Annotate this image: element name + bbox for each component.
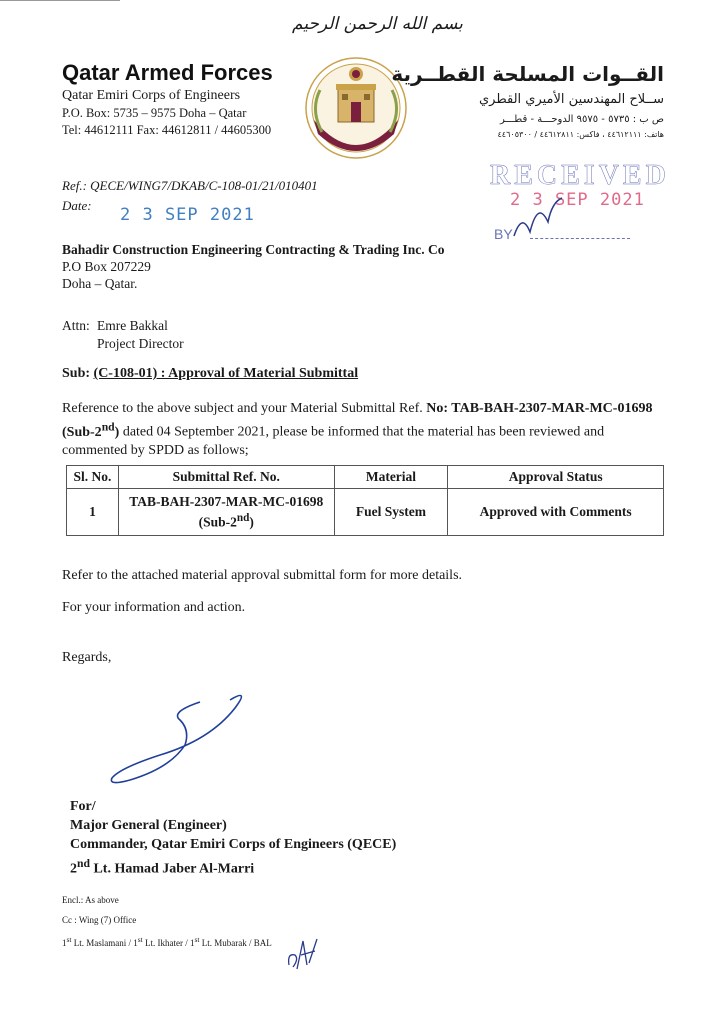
cell-ref-sub: (Sub-2 xyxy=(198,514,237,530)
received-stamp-date: 2 3 SEP 2021 xyxy=(510,190,645,210)
dist-part: Lt. Mubarak / BAL xyxy=(199,938,272,948)
handwritten-signature xyxy=(90,690,260,790)
header-material: Material xyxy=(334,466,448,489)
signoff-name-text: Lt. Hamad Jaber Al-Marri xyxy=(89,861,255,877)
subject-text: (C-108-01) : Approval of Material Submittal xyxy=(93,366,359,381)
info-line: For your information and action. xyxy=(62,600,246,615)
received-stamp-word: RECEIVED xyxy=(490,160,670,191)
signoff-rank: Major General (Engineer) xyxy=(70,818,227,833)
submittal-table xyxy=(66,465,664,536)
dist-part: Lt. Maslamani / 1 xyxy=(71,938,138,948)
para-submittal-ref: No: TAB-BAH-2307-MAR-MC-01698 (Sub-2 xyxy=(62,401,653,440)
header-submittal-ref: Submittal Ref. No. xyxy=(118,466,334,489)
cell-ref-main: TAB-BAH-2307-MAR-MC-01698 xyxy=(129,494,324,510)
letter-reference: Ref.: QECE/WING7/DKAB/C-108-01/21/010401 xyxy=(62,178,318,193)
dist-sup: st xyxy=(194,935,200,944)
addressee-po-box: P.O Box 207229 xyxy=(62,259,151,274)
dist-part: Lt. Ikhater / 1 xyxy=(142,938,195,948)
header-sl-no: Sl. No. xyxy=(67,466,119,489)
cell-sl-no: 1 xyxy=(67,489,119,536)
tel-en: Tel: 44612111 Fax: 44612811 / 44605300 xyxy=(62,123,272,137)
cell-approval-status: Approved with Comments xyxy=(448,489,664,536)
enclosure-line: Encl.: As above xyxy=(62,895,119,905)
attn-title: Project Director xyxy=(97,336,184,351)
para-sup: nd xyxy=(101,420,115,433)
addressee-city: Doha – Qatar. xyxy=(62,276,138,291)
cell-ref-close: ) xyxy=(249,514,254,530)
dist-sup: st xyxy=(137,935,143,944)
received-stamp-by: BY xyxy=(494,226,513,242)
cell-ref-sup: nd xyxy=(236,512,250,525)
header-approval-status: Approval Status xyxy=(448,466,664,489)
signoff-ordinal: 2 xyxy=(70,861,77,877)
table-header-row xyxy=(67,466,664,489)
cc-line: Cc : Wing (7) Office xyxy=(62,915,137,925)
org-name-en: Qatar Armed Forces xyxy=(62,60,273,85)
cell-material: Fuel System xyxy=(334,489,448,536)
signoff-for: For/ xyxy=(70,799,96,814)
handwritten-initials xyxy=(285,935,321,975)
distribution-line xyxy=(62,935,272,948)
address-en: P.O. Box: 5735 – 9575 Doha – Qatar xyxy=(62,106,247,120)
signoff-name xyxy=(70,854,254,879)
address-ar: ص ب : ٥٧٣٥ - ٩٥٧٥ الدوحـــة - قطـــر xyxy=(499,114,664,125)
received-stamp-initial-mark xyxy=(508,192,568,242)
attn-name: Emre Bakkal xyxy=(97,318,168,333)
cell-submittal-ref xyxy=(118,489,334,536)
date-stamp-value: 2 3 SEP 2021 xyxy=(120,205,255,225)
tel-ar: هاتف: ٤٤٦١٢١١١ ، فاكس: ٤٤٦١٢٨١١ / ٤٤٦٠٥٣٠٠ xyxy=(497,130,664,139)
org-name-ar: القــوات المسلحة القطــرية xyxy=(391,62,664,86)
dist-part: 1 xyxy=(62,938,67,948)
regards-line: Regards, xyxy=(62,650,112,665)
org-sub-en: Qatar Emiri Corps of Engineers xyxy=(62,88,241,103)
basmala-calligraphy: بسم الله الرحمن الرحيم xyxy=(292,14,463,34)
signoff-role: Commander, Qatar Emiri Corps of Engineers (QECE) xyxy=(70,837,397,852)
org-sub-ar: ســلاح المهندسين الأميري القطري xyxy=(478,92,664,107)
top-rule xyxy=(0,0,120,1)
date-label: Date: xyxy=(62,198,92,213)
refer-line: Refer to the attached material approval submittal form for more details. xyxy=(62,568,463,583)
subject-prefix: Sub: xyxy=(62,366,94,381)
para-rest: dated 04 September 2021, please be informed that the material has been reviewed and commented by SPDD as follows; xyxy=(62,424,605,458)
body-paragraph xyxy=(62,400,662,460)
subject-line xyxy=(62,366,358,382)
attn-label: Attn: xyxy=(62,318,90,333)
para-close: ) xyxy=(114,424,120,440)
signoff-ordinal-sup: nd xyxy=(77,857,90,870)
addressee-name: Bahadir Construction Engineering Contracting & Trading Inc. Co xyxy=(62,242,445,257)
para-intro: Reference to the above subject and your Material Submittal Ref. xyxy=(62,401,427,416)
table-row xyxy=(67,489,664,536)
dist-sup: st xyxy=(66,935,72,944)
